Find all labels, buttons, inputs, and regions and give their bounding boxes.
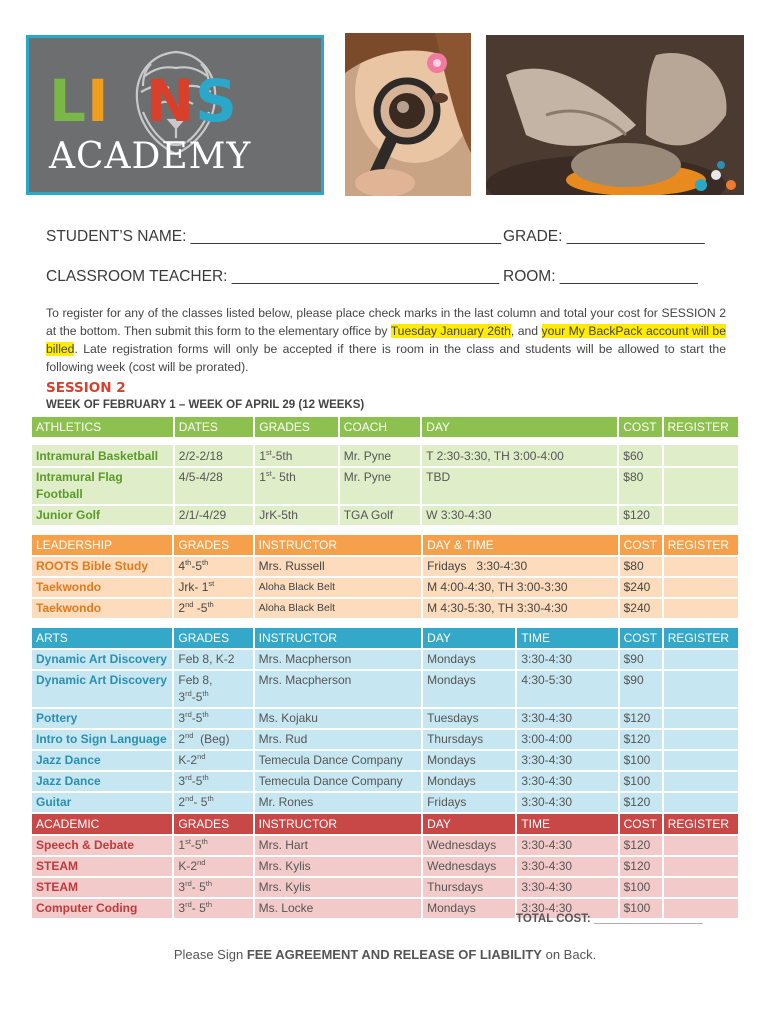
class-cost: $240 [620, 599, 662, 618]
class-name: Computer Coding [32, 899, 172, 918]
class-day-time: M 4:30-5:30, TH 3:30-4:30 [423, 599, 618, 618]
class-grades: 3rd-5th [174, 709, 252, 728]
col-coach: COACH [340, 417, 420, 437]
class-day: Thursdays [423, 878, 515, 897]
room-field[interactable]: ROOM: ________________ [503, 268, 698, 285]
class-time: 3:00-4:00 [517, 730, 617, 749]
class-grades: 3rd- 5th [174, 899, 252, 918]
col-register: REGISTER [664, 535, 738, 555]
class-cost: $120 [619, 506, 661, 525]
athletics-header-row [32, 417, 738, 437]
session-title: SESSION 2 [46, 380, 126, 396]
table-row [32, 730, 738, 749]
deadline-highlight: Tuesday January 26th [390, 324, 511, 338]
class-time: 3:30-4:30 [517, 878, 617, 897]
register-checkbox[interactable] [664, 709, 738, 728]
billing-highlight: your My BackPack account will be billed [46, 324, 726, 356]
class-grades: K-2nd [174, 751, 252, 770]
col-grades: GRADES [174, 814, 252, 834]
col-athletics: ATHLETICS [32, 417, 173, 437]
register-checkbox[interactable] [664, 836, 738, 855]
athletics-table [30, 415, 740, 527]
class-name: STEAM [32, 857, 172, 876]
class-day: Fridays [423, 793, 515, 812]
class-dates: 2/2-2/18 [175, 445, 253, 466]
col-register: REGISTER [664, 814, 738, 834]
table-row [32, 793, 738, 812]
class-coach: TGA Golf [340, 506, 420, 525]
leadership-header-row [32, 535, 738, 555]
col-day-time: DAY & TIME [423, 535, 618, 555]
table-row [32, 709, 738, 728]
class-grades: JrK-5th [255, 506, 337, 525]
register-checkbox[interactable] [664, 671, 738, 707]
col-cost: COST [620, 628, 662, 648]
photo-pottery-hands [486, 35, 744, 195]
table-row [32, 751, 738, 770]
class-cost: $90 [620, 650, 662, 669]
col-day: DAY [423, 814, 515, 834]
class-instructor: Ms. Kojaku [255, 709, 421, 728]
col-time: TIME [517, 628, 617, 648]
class-grades: 1st- 5th [255, 468, 337, 504]
class-grades: 2nd (Beg) [174, 730, 252, 749]
class-name: Speech & Debate [32, 836, 172, 855]
class-time: 3:30-4:30 [517, 709, 617, 728]
class-name: Guitar [32, 793, 172, 812]
col-instructor: INSTRUCTOR [255, 535, 421, 555]
class-name: Junior Golf [32, 506, 173, 525]
lions-academy-logo [26, 35, 324, 195]
table-row [32, 878, 738, 897]
col-day: DAY [422, 417, 617, 437]
col-grades: GRADES [174, 535, 252, 555]
grade-field[interactable]: GRADE: ________________ [503, 228, 705, 245]
class-day: Mondays [423, 650, 515, 669]
col-register: REGISTER [664, 417, 739, 437]
class-name: Jazz Dance [32, 751, 172, 770]
register-checkbox[interactable] [664, 730, 738, 749]
register-checkbox[interactable] [664, 468, 739, 504]
class-instructor: Ms. Locke [255, 899, 421, 918]
class-instructor: Temecula Dance Company [255, 772, 421, 791]
class-time: 3:30-4:30 [517, 899, 617, 918]
class-instructor: Aloha Black Belt [255, 599, 421, 618]
class-cost: $90 [620, 671, 662, 707]
table-row [32, 836, 738, 855]
class-name: Intro to Sign Language [32, 730, 172, 749]
class-grades: Feb 8, 3rd-5th [174, 671, 252, 707]
register-checkbox[interactable] [664, 599, 738, 618]
class-day: Wednesdays [423, 836, 515, 855]
arts-table [30, 626, 740, 814]
class-grades: 4th-5th [174, 557, 252, 576]
class-name: STEAM [32, 878, 172, 897]
class-name: Jazz Dance [32, 772, 172, 791]
class-grades: 1st-5th [255, 445, 337, 466]
total-cost-field[interactable]: TOTAL COST: _________________ [516, 913, 703, 925]
academic-table [30, 812, 740, 920]
register-checkbox[interactable] [664, 650, 738, 669]
col-leadership: LEADERSHIP [32, 535, 172, 555]
register-checkbox[interactable] [664, 793, 738, 812]
class-instructor: Temecula Dance Company [255, 751, 421, 770]
class-cost: $120 [620, 793, 662, 812]
academic-header-row [32, 814, 738, 834]
class-grades: 2nd -5th [174, 599, 252, 618]
table-row [32, 506, 738, 525]
class-instructor: Mrs. Kylis [255, 857, 421, 876]
table-row [32, 650, 738, 669]
footer-note: Please Sign FEE AGREEMENT AND RELEASE OF LIABILITY on Back. [173, 947, 597, 962]
session-subtitle: WEEK OF FEBRUARY 1 – WEEK OF APRIL 29 (12 WEEKS) [46, 399, 365, 411]
class-time: 3:30-4:30 [517, 650, 617, 669]
class-instructor: Mrs. Rud [255, 730, 421, 749]
register-checkbox[interactable] [664, 772, 738, 791]
class-cost: $80 [620, 557, 662, 576]
col-academic: ACADEMIC [32, 814, 172, 834]
class-name: Intramural Flag Football [32, 468, 173, 504]
class-coach: Mr. Pyne [340, 445, 420, 466]
class-time: 3:30-4:30 [517, 772, 617, 791]
class-day: W 3:30-4:30 [422, 506, 617, 525]
class-instructor: Mrs. Hart [255, 836, 421, 855]
table-row [32, 772, 738, 791]
class-grades: Jrk- 1st [174, 578, 252, 597]
col-cost: COST [620, 814, 662, 834]
col-instructor: INSTRUCTOR [255, 814, 421, 834]
logo-academy-text: ACADEMY [49, 136, 252, 177]
student-name-field[interactable]: STUDENT’S NAME: ____________________________________ [46, 228, 502, 245]
class-cost: $240 [620, 578, 662, 597]
col-dates: DATES [175, 417, 253, 437]
class-name: ROOTS Bible Study [32, 557, 172, 576]
class-grades: K-2nd [174, 857, 252, 876]
class-grades: Feb 8, K-2 [174, 650, 252, 669]
class-day: Mondays [423, 751, 515, 770]
col-register: REGISTER [664, 628, 738, 648]
class-name: Dynamic Art Discovery [32, 650, 172, 669]
class-day: T 2:30-3:30, TH 3:00-4:00 [422, 445, 617, 466]
col-time: TIME [517, 814, 617, 834]
class-name: Dynamic Art Discovery [32, 671, 172, 707]
class-day: Mondays [423, 671, 515, 707]
table-row [32, 557, 738, 576]
class-cost: $120 [620, 836, 662, 855]
class-cost: $100 [620, 772, 662, 791]
class-cost: $120 [620, 857, 662, 876]
class-grades: 2nd- 5th [174, 793, 252, 812]
class-coach: Mr. Pyne [340, 468, 420, 504]
class-time: 3:30-4:30 [517, 793, 617, 812]
col-arts: ARTS [32, 628, 172, 648]
class-name: Taekwondo [32, 578, 172, 597]
class-day: Tuesdays [423, 709, 515, 728]
class-grades: 3rd- 5th [174, 878, 252, 897]
table-row [32, 599, 738, 618]
register-checkbox[interactable] [664, 445, 739, 466]
class-cost: $120 [620, 709, 662, 728]
class-instructor: Mrs. Macpherson [255, 650, 421, 669]
class-cost: $60 [619, 445, 661, 466]
col-cost: COST [620, 535, 662, 555]
table-row [32, 578, 738, 597]
table-row [32, 468, 738, 504]
class-day-time: M 4:00-4:30, TH 3:00-3:30 [423, 578, 618, 597]
register-checkbox[interactable] [664, 878, 738, 897]
col-grades: GRADES [255, 417, 337, 437]
class-instructor: Mrs. Russell [255, 557, 421, 576]
class-instructor: Mr. Rones [255, 793, 421, 812]
col-day: DAY [423, 628, 515, 648]
table-row [32, 857, 738, 876]
class-day: Thursdays [423, 730, 515, 749]
class-cost: $100 [620, 751, 662, 770]
register-checkbox[interactable] [664, 857, 738, 876]
class-time: 3:30-4:30 [517, 857, 617, 876]
class-name: Taekwondo [32, 599, 172, 618]
arts-header-row [32, 628, 738, 648]
table-row [32, 671, 738, 707]
class-cost: $80 [619, 468, 661, 504]
class-cost: $100 [620, 878, 662, 897]
table-row [32, 445, 738, 466]
class-day: Mondays [423, 899, 515, 918]
class-dates: 2/1/-4/29 [175, 506, 253, 525]
col-instructor: INSTRUCTOR [255, 628, 421, 648]
class-cost: $100 [620, 899, 662, 918]
registration-instructions: To register for any of the classes listed below, please place check marks in the last column and total your cost for SESSION 2 at the bottom. Then submit this form to the elementary office by Tuesday January 26th, and your My BackPack account will be billed. Late registration forms will only be accepted if there is room in the class and students will be allowed to start the following week (cost will be prorated). [46, 306, 726, 374]
register-checkbox[interactable] [664, 578, 738, 597]
class-name: Pottery [32, 709, 172, 728]
register-checkbox[interactable] [664, 557, 738, 576]
col-grades: GRADES [174, 628, 252, 648]
class-dates: 4/5-4/28 [175, 468, 253, 504]
class-day: Wednesdays [423, 857, 515, 876]
class-grades: 3rd-5th [174, 772, 252, 791]
col-cost: COST [619, 417, 661, 437]
class-day-time: Fridays 3:30-4:30 [423, 557, 618, 576]
class-cost: $120 [620, 730, 662, 749]
leadership-table [30, 533, 740, 620]
class-instructor: Mrs. Macpherson [255, 671, 421, 707]
class-name: Intramural Basketball [32, 445, 173, 466]
class-time: 4:30-5:30 [517, 671, 617, 707]
class-instructor: Mrs. Kylis [255, 878, 421, 897]
class-instructor: Aloha Black Belt [255, 578, 421, 597]
logo-lions-text: LI NS [49, 67, 238, 135]
class-day: TBD [422, 468, 617, 504]
register-checkbox[interactable] [664, 751, 738, 770]
photo-girl-magnifier [345, 33, 471, 196]
classroom-teacher-field[interactable]: CLASSROOM TEACHER: _______________________________ [46, 268, 499, 285]
class-time: 3:30-4:30 [517, 751, 617, 770]
register-checkbox[interactable] [664, 506, 739, 525]
class-time: 3:30-4:30 [517, 836, 617, 855]
class-day: Mondays [423, 772, 515, 791]
class-grades: 1st-5th [174, 836, 252, 855]
